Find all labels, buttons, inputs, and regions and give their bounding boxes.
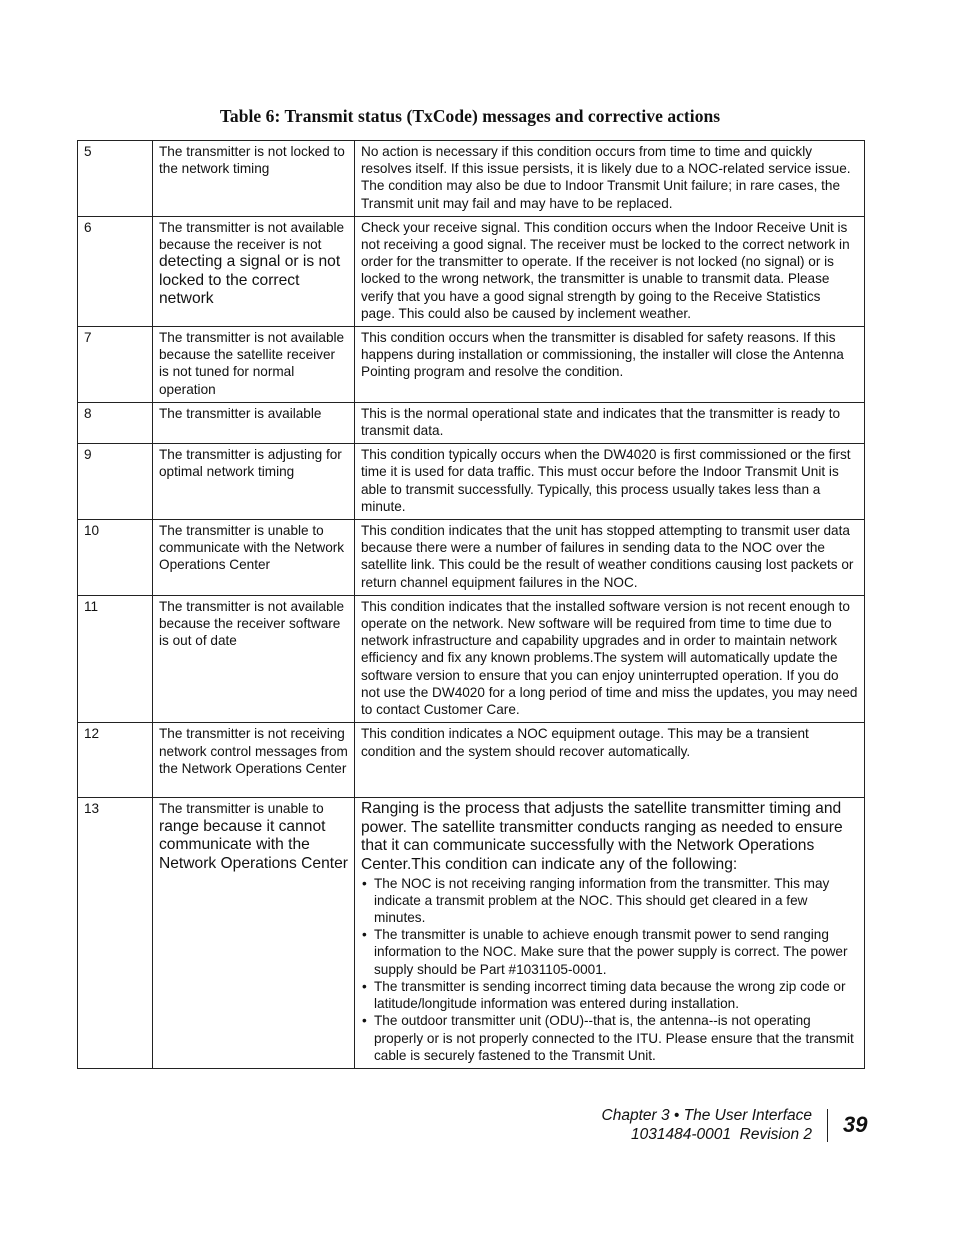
action-cell: This condition typically occurs when the DW4020 is first commissioned or the first time it is used for data traffic. This must occur before the Indoor Transmit Unit is able to transmit successfully. Typically, this process usually takes less than a minute. (355, 444, 865, 520)
footer-divider (827, 1109, 828, 1142)
message-cell (153, 798, 355, 1069)
table-row (78, 520, 865, 596)
action-cell: This condition indicates that the unit has stopped attempting to transmit user data because there were a number of failures in sending data to the NOC over the satellite link. This could be the result of weather conditions causing lost packets or return channel equipment failures in the NOC. (355, 520, 865, 596)
message-text-large: detecting a signal or is not locked to the correct network (159, 253, 341, 308)
code-cell: 5 (78, 141, 153, 217)
action-cell: This condition indicates a NOC equipment outage. This may be a transient condition and the system should recover automatically. (355, 723, 865, 798)
table-row (78, 595, 865, 722)
table-row (78, 327, 865, 403)
table-caption: Table 6: Transmit status (TxCode) messages and corrective actions (219, 106, 721, 126)
action-cell: No action is necessary if this condition occurs from time to time and quickly resolves itself. If this issue persists, it is likely due to a NOC-related service issue. The condition may also be due to Indoor Transmit Unit failure; in rare cases, the Transmit unit may fail and may have to be replaced. (355, 141, 865, 217)
action-cell: This condition indicates that the installed software version is not recent enough to operate on the network. New software will be required from time to time due to network infrastructure and capability upgrades and in order to maintain network efficiency and fix any known problems.The system will automatically update the software version to ensure that you can enjoy uninterrupted operation. If you do not use the DW4020 for a long period of time and miss the updates, you may need to contact Customer Care. (355, 595, 865, 722)
action-cell: Check your receive signal. This condition occurs when the Indoor Receive Unit is not receiving a good signal. The receiver must be locked to the correct network in order for the transmitter to operate. If the receiver is not locked (no signal) or is locked to the wrong network, the transmitter is unable to transmit data. Please verify that you have a good signal strength by going to the Receive Statistics page. This could also be caused by inclement weather. (355, 216, 865, 326)
message-cell: The transmitter is not receiving network control messages from the Network Operations Center (153, 723, 355, 798)
code-cell: 9 (78, 444, 153, 520)
message-text: The transmitter is not available because the receiver is not (159, 219, 345, 253)
message-cell: The transmitter is available (153, 402, 355, 443)
message-cell: The transmitter is adjusting for optimal network timing (153, 444, 355, 520)
action-intro: Ranging is the process that adjusts the satellite transmitter timing and power. The satellite transmitter conducts ranging as needed to ensure that it can communicate successfully with the Network Operations Center.This condition can indicate any of the following: (361, 800, 843, 874)
list-item: • The transmitter is sending incorrect timing data because the wrong zip code or latitude/longitude information was entered during installation. (361, 978, 858, 1012)
condition-list (361, 875, 858, 1064)
action-cell: This condition occurs when the transmitter is disabled for safety reasons. If this happens during installation or commissioning, the installer will close the Antenna Pointing program and resolve the condition. (355, 327, 865, 403)
message-text: The transmitter is unable to (159, 801, 324, 817)
page-footer (520, 1106, 812, 1144)
code-cell: 6 (78, 216, 153, 326)
list-item: • The transmitter is unable to achieve enough transmit power to send ranging information to the NOC. Make sure that the power supply is correct. The power supply should be Part #1031105-0001. (361, 926, 858, 978)
table-row (78, 141, 865, 217)
action-cell: This is the normal operational state and indicates that the transmitter is ready to transmit data. (355, 402, 865, 443)
message-cell: The transmitter is unable to communicate with the Network Operations Center (153, 520, 355, 596)
table-row (78, 444, 865, 520)
message-text-large: range because it cannot communicate with the Network Operations Center (159, 817, 348, 872)
code-cell: 7 (78, 327, 153, 403)
message-cell: The transmitter is not locked to the network timing (153, 141, 355, 217)
message-cell: The transmitter is not available because the satellite receiver is not tuned for normal operation (153, 327, 355, 403)
message-cell (153, 216, 355, 326)
table-row (78, 798, 865, 1069)
table-row (78, 723, 865, 798)
chapter-label: Chapter 3 • The User Interface (601, 1107, 812, 1124)
document-id: 1031484-0001 Revision 2 (631, 1126, 812, 1143)
message-cell: The transmitter is not available because the receiver software is out of date (153, 595, 355, 722)
txcode-table (77, 140, 865, 1069)
code-cell: 13 (78, 798, 153, 1069)
page-number: 39 (843, 1112, 868, 1137)
table-row (78, 402, 865, 443)
code-cell: 12 (78, 723, 153, 798)
list-item: • The NOC is not receiving ranging information from the transmitter. This may indicate a transmit problem at the NOC. This should get cleared in a few minutes. (361, 875, 858, 927)
code-cell: 10 (78, 520, 153, 596)
list-item: • The outdoor transmitter unit (ODU)--that is, the antenna--is not operating properly or is not properly connected to the ITU. Please ensure that the transmit cable is securely fastened to the Transmit Unit. (361, 1012, 858, 1064)
action-cell (355, 798, 865, 1069)
table-row (78, 216, 865, 326)
code-cell: 11 (78, 595, 153, 722)
code-cell: 8 (78, 402, 153, 443)
